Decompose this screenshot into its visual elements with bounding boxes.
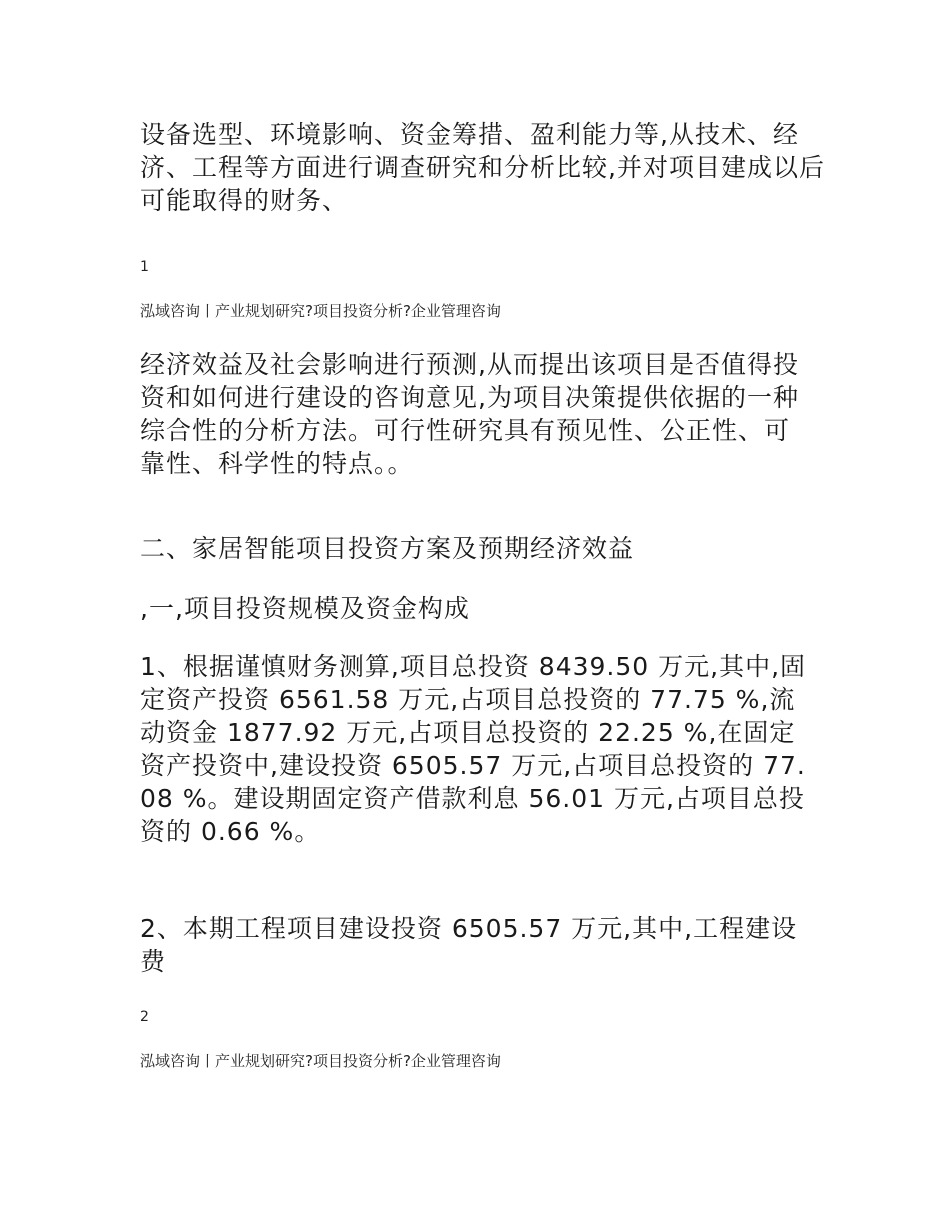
page-footer-2: 泓域咨询丨产业规划研究?项目投资分析?企业管理咨询 (140, 1052, 501, 1070)
paragraph-feasibility-end: 设备选型、环境影响、资金筹措、盈利能力等,从技术、经济、工程等方面进行调查研究和分析比较,并对项目建成以后可能取得的财务、 (140, 120, 825, 215)
subsection-heading: ,一,项目投资规模及资金构成 (140, 594, 470, 623)
list-item-investment-scale: 1、根据谨慎财务测算,项目总投资 8439.50 万元,其中,固定资产投资 6561.58 万元,占项目总投资的 77.75 %,流动资金 1877.92 万元,占项目总投资的 22.25 %,在固定资产投资中,建设投资 6505.57 万元,占项目总投资的 77.08 %。建设期固定资产借款利息 56.01 万元,占项目总投资的 0.66 %。 (140, 652, 807, 846)
section-heading: 二、家居智能项目投资方案及预期经济效益 (140, 534, 635, 563)
paragraph-feasibility-continue: 经济效益及社会影响进行预测,从而提出该项目是否值得投资和如何进行建设的咨询意见,为项目决策提供依据的一种综合性的分析方法。可行性研究具有预见性、公正性、可靠性、科学性的特点。。 (140, 350, 799, 478)
page-footer-1: 泓域咨询丨产业规划研究?项目投资分析?企业管理咨询 (140, 302, 501, 320)
page-number-1: 1 (140, 259, 149, 275)
list-item-construction-investment: 2、本期工程项目建设投资 6505.57 万元,其中,工程建设费 (140, 914, 798, 976)
page-number-2: 2 (140, 1009, 149, 1025)
